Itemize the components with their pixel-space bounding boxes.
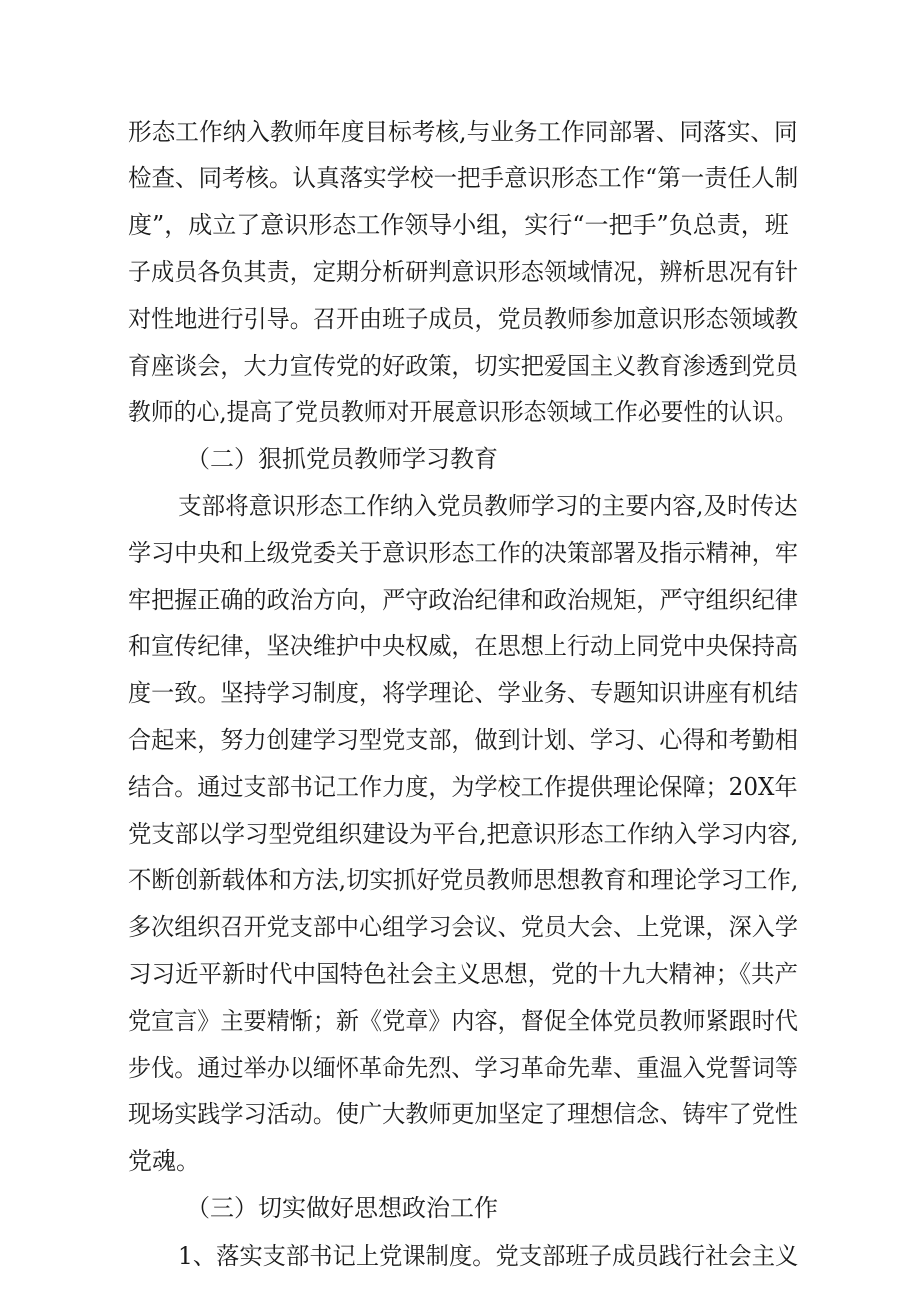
section-heading: （二）狠抓党员教师学习教育 bbox=[186, 445, 498, 473]
text-line: 结合。通过支部书记工作力度，为学校工作提供理论保障；20X年 bbox=[128, 773, 798, 801]
text-line: 对性地进行引导。召开由班子成员，党员教师参加意识形态领域教 bbox=[128, 305, 798, 333]
text-line: 党支部以学习型党组织建设为平台,把意识形态工作纳入学习内容, bbox=[128, 820, 799, 848]
text-line: 教师的心,提高了党员教师对开展意识形态领域工作必要性的认识。 bbox=[128, 398, 798, 426]
text-line: 1、落实支部书记上党课制度。党支部班子成员践行社会主义 bbox=[178, 1242, 799, 1270]
text-line: 检查、同考核。认真落实学校一把手意识形态工作“第一责任人制 bbox=[128, 164, 799, 192]
text-line: 习习近平新时代中国特色社会主义思想，党的十九大精神；《共产 bbox=[128, 960, 798, 988]
text-line: 党宣言》主要精惭；新《党章》内容，督促全体党员教师紧跟时代 bbox=[128, 1007, 798, 1035]
text-line: 多次组织召开党支部中心组学习会议、党员大会、上党课，深入学 bbox=[128, 913, 798, 941]
text-line: 现场实践学习活动。使广大教师更加坚定了理想信念、铸牢了党性 bbox=[128, 1100, 798, 1128]
text-line: 合起来，努力创建学习型党支部，做到计划、学习、心得和考勤相 bbox=[128, 726, 798, 754]
text-line: 步伐。通过举办以缅怀革命先烈、学习革命先辈、重温入党誓词等 bbox=[128, 1054, 798, 1082]
text-line: 育座谈会，大力宣传党的好政策，切实把爱国主义教育渗透到党员 bbox=[128, 352, 798, 380]
text-line: 度一致。坚持学习制度，将学理论、学业务、专题知识讲座有机结 bbox=[128, 679, 798, 707]
text-line: 度”，成立了意识形态工作领导小组，实行“一把手”负总责，班 bbox=[128, 211, 789, 239]
text-line: 子成员各负其责，定期分析研判意识形态领域情况，辨析思况有针 bbox=[128, 258, 798, 286]
section-heading: （三）切实做好思想政治工作 bbox=[186, 1194, 498, 1222]
text-line: 不断创新载体和方法,切实抓好党员教师思想教育和理论学习工作, bbox=[128, 866, 799, 894]
text-line: 学习中央和上级党委关于意识形态工作的决策部署及指示精神，牢 bbox=[128, 539, 798, 567]
text-line: 牢把握正确的政治方向，严守政治纪律和政治规矩，严守组织纪律 bbox=[128, 586, 798, 614]
text-line: 和宣传纪律，坚决维护中央权威，在思想上行动上同党中央保持高 bbox=[128, 632, 798, 660]
text-line: 形态工作纳入教师年度目标考核,与业务工作同部署、同落实、同 bbox=[128, 118, 798, 146]
text-line: 支部将意识形态工作纳入党员教师学习的主要内容,及时传达 bbox=[178, 492, 798, 520]
text-line: 党魂。 bbox=[128, 1147, 200, 1175]
